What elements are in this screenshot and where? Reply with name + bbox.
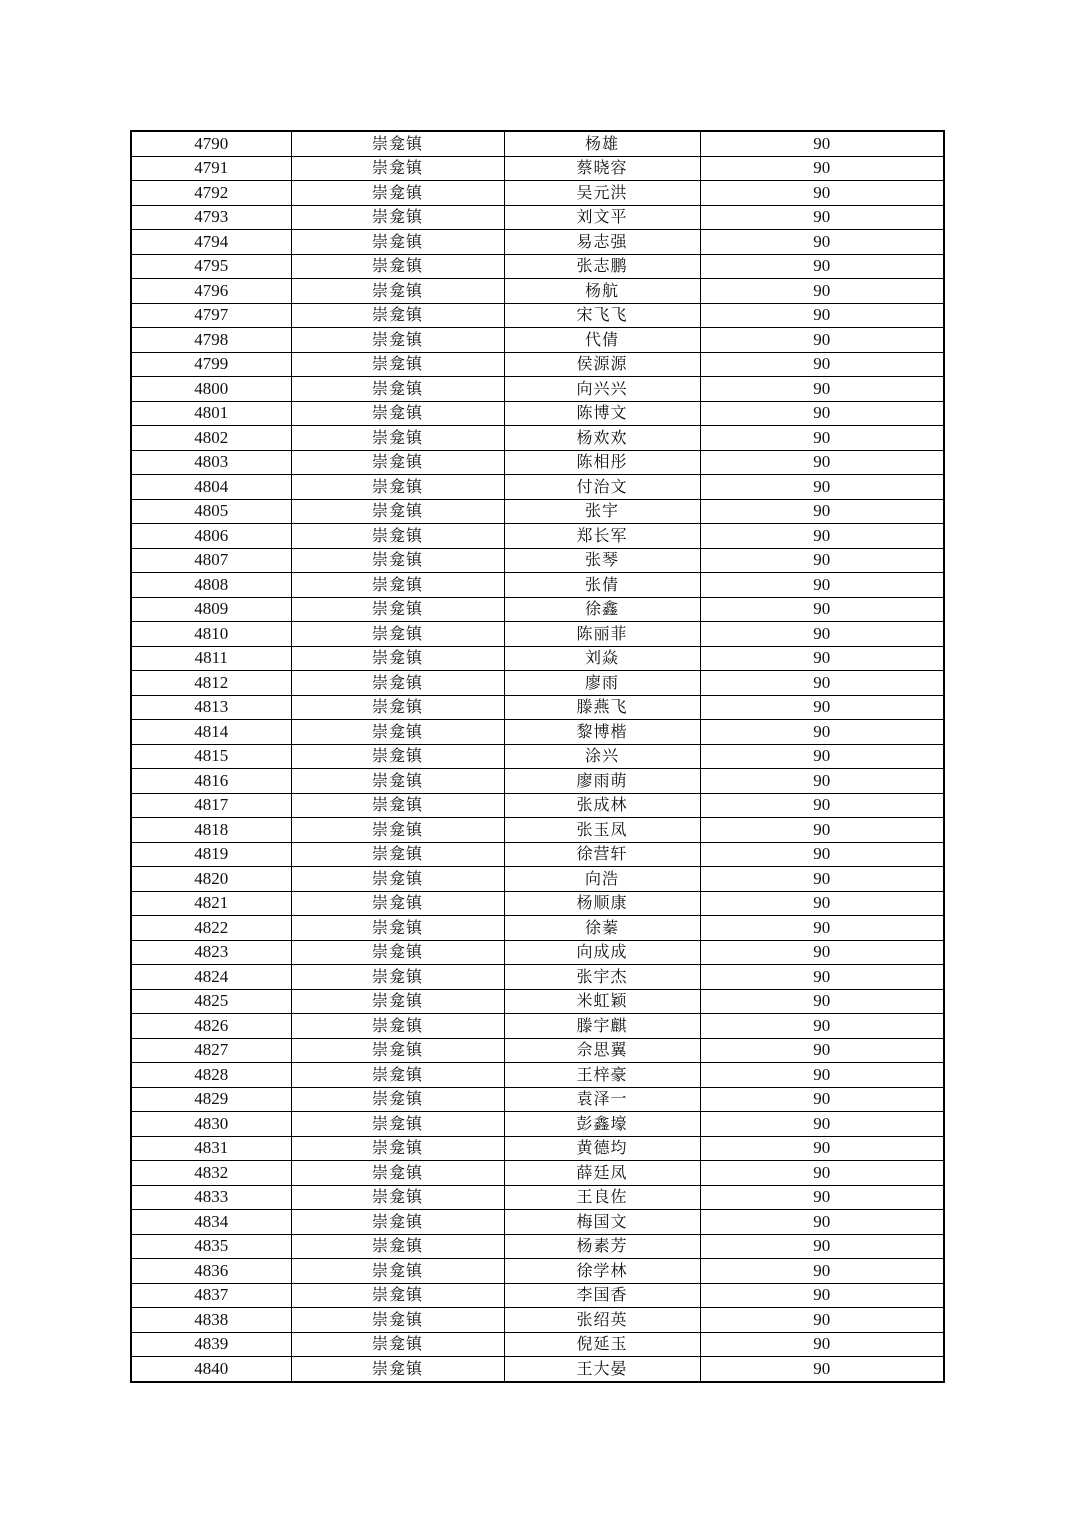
cell-value: 90 [700,156,944,181]
cell-value: 90 [700,352,944,377]
cell-number: 4819 [131,842,291,867]
cell-name: 刘文平 [504,205,700,230]
cell-number: 4828 [131,1063,291,1088]
cell-name: 彭鑫壕 [504,1112,700,1137]
cell-name: 梅国文 [504,1210,700,1235]
cell-name: 张宇杰 [504,965,700,990]
cell-number: 4835 [131,1234,291,1259]
cell-number: 4830 [131,1112,291,1137]
cell-town: 崇龛镇 [291,720,504,745]
cell-number: 4793 [131,205,291,230]
cell-name: 滕燕飞 [504,695,700,720]
cell-town: 崇龛镇 [291,573,504,598]
cell-town: 崇龛镇 [291,818,504,843]
cell-name: 袁泽一 [504,1087,700,1112]
table-row [131,597,944,622]
cell-town: 崇龛镇 [291,328,504,353]
table-row [131,548,944,573]
cell-town: 崇龛镇 [291,891,504,916]
cell-number: 4802 [131,426,291,451]
cell-number: 4833 [131,1185,291,1210]
cell-value: 90 [700,499,944,524]
table-row [131,940,944,965]
cell-value: 90 [700,205,944,230]
table-row [131,720,944,745]
table-row [131,1014,944,1039]
table-row [131,891,944,916]
table-row [131,156,944,181]
table-row [131,1112,944,1137]
cell-name: 张成林 [504,793,700,818]
cell-name: 代倩 [504,328,700,353]
cell-value: 90 [700,181,944,206]
cell-name: 郑长军 [504,524,700,549]
table-row [131,842,944,867]
cell-number: 4809 [131,597,291,622]
cell-town: 崇龛镇 [291,401,504,426]
cell-value: 90 [700,646,944,671]
cell-town: 崇龛镇 [291,671,504,696]
table-row [131,131,944,156]
cell-name: 张倩 [504,573,700,598]
cell-number: 4820 [131,867,291,892]
cell-number: 4836 [131,1259,291,1284]
cell-town: 崇龛镇 [291,1234,504,1259]
cell-name: 涂兴 [504,744,700,769]
cell-town: 崇龛镇 [291,1357,504,1382]
cell-value: 90 [700,377,944,402]
cell-town: 崇龛镇 [291,769,504,794]
cell-town: 崇龛镇 [291,230,504,255]
table-row [131,769,944,794]
cell-town: 崇龛镇 [291,450,504,475]
cell-name: 张志鹏 [504,254,700,279]
cell-number: 4840 [131,1357,291,1382]
cell-town: 崇龛镇 [291,156,504,181]
cell-value: 90 [700,793,944,818]
cell-number: 4791 [131,156,291,181]
cell-number: 4839 [131,1332,291,1357]
table-row [131,1185,944,1210]
cell-name: 向兴兴 [504,377,700,402]
cell-town: 崇龛镇 [291,1112,504,1137]
cell-number: 4838 [131,1308,291,1333]
cell-name: 蔡晓容 [504,156,700,181]
cell-name: 杨航 [504,279,700,304]
table-row [131,695,944,720]
cell-town: 崇龛镇 [291,646,504,671]
cell-town: 崇龛镇 [291,597,504,622]
cell-number: 4821 [131,891,291,916]
cell-value: 90 [700,1283,944,1308]
cell-number: 4800 [131,377,291,402]
cell-town: 崇龛镇 [291,303,504,328]
cell-value: 90 [700,450,944,475]
cell-value: 90 [700,1357,944,1382]
table-row [131,352,944,377]
cell-number: 4823 [131,940,291,965]
cell-value: 90 [700,720,944,745]
cell-value: 90 [700,842,944,867]
cell-name: 徐鑫 [504,597,700,622]
cell-value: 90 [700,303,944,328]
cell-name: 张玉凤 [504,818,700,843]
cell-number: 4797 [131,303,291,328]
cell-number: 4822 [131,916,291,941]
cell-name: 陈相彤 [504,450,700,475]
cell-value: 90 [700,328,944,353]
cell-number: 4808 [131,573,291,598]
table-row [131,303,944,328]
cell-town: 崇龛镇 [291,205,504,230]
cell-name: 徐营轩 [504,842,700,867]
cell-town: 崇龛镇 [291,989,504,1014]
cell-town: 崇龛镇 [291,1259,504,1284]
cell-number: 4818 [131,818,291,843]
cell-number: 4816 [131,769,291,794]
cell-value: 90 [700,1185,944,1210]
cell-town: 崇龛镇 [291,352,504,377]
cell-number: 4810 [131,622,291,647]
cell-value: 90 [700,1038,944,1063]
table-row [131,965,944,990]
cell-name: 王梓豪 [504,1063,700,1088]
table-row [131,205,944,230]
cell-town: 崇龛镇 [291,1332,504,1357]
cell-number: 4817 [131,793,291,818]
table-row [131,1210,944,1235]
cell-number: 4794 [131,230,291,255]
cell-name: 向浩 [504,867,700,892]
cell-value: 90 [700,475,944,500]
cell-number: 4827 [131,1038,291,1063]
cell-name: 徐学林 [504,1259,700,1284]
cell-value: 90 [700,867,944,892]
table-row [131,426,944,451]
table-row [131,867,944,892]
table-row [131,254,944,279]
cell-value: 90 [700,744,944,769]
cell-town: 崇龛镇 [291,524,504,549]
cell-name: 廖雨萌 [504,769,700,794]
cell-town: 崇龛镇 [291,254,504,279]
cell-name: 易志强 [504,230,700,255]
cell-name: 米虹颖 [504,989,700,1014]
cell-name: 张宇 [504,499,700,524]
cell-town: 崇龛镇 [291,548,504,573]
cell-number: 4829 [131,1087,291,1112]
cell-name: 黎博楷 [504,720,700,745]
cell-value: 90 [700,131,944,156]
table-row [131,622,944,647]
cell-number: 4804 [131,475,291,500]
table-row [131,450,944,475]
cell-number: 4814 [131,720,291,745]
table-row [131,181,944,206]
cell-town: 崇龛镇 [291,1210,504,1235]
cell-value: 90 [700,622,944,647]
cell-town: 崇龛镇 [291,867,504,892]
cell-town: 崇龛镇 [291,940,504,965]
cell-value: 90 [700,1210,944,1235]
cell-name: 付治文 [504,475,700,500]
cell-town: 崇龛镇 [291,131,504,156]
record-table [130,130,945,1383]
cell-value: 90 [700,426,944,451]
cell-town: 崇龛镇 [291,1136,504,1161]
cell-name: 王大晏 [504,1357,700,1382]
cell-number: 4806 [131,524,291,549]
cell-name: 佘思翼 [504,1038,700,1063]
cell-town: 崇龛镇 [291,1283,504,1308]
cell-town: 崇龛镇 [291,916,504,941]
cell-value: 90 [700,1308,944,1333]
cell-town: 崇龛镇 [291,842,504,867]
cell-name: 张绍英 [504,1308,700,1333]
table-row [131,1136,944,1161]
cell-town: 崇龛镇 [291,695,504,720]
cell-number: 4796 [131,279,291,304]
table-row [131,1161,944,1186]
cell-value: 90 [700,401,944,426]
cell-town: 崇龛镇 [291,1161,504,1186]
cell-town: 崇龛镇 [291,1308,504,1333]
table-row [131,1087,944,1112]
cell-number: 4790 [131,131,291,156]
cell-town: 崇龛镇 [291,499,504,524]
table-row [131,1234,944,1259]
table-row [131,1259,944,1284]
cell-number: 4832 [131,1161,291,1186]
cell-town: 崇龛镇 [291,1185,504,1210]
cell-value: 90 [700,1087,944,1112]
cell-name: 李国香 [504,1283,700,1308]
cell-name: 倪延玉 [504,1332,700,1357]
cell-name: 陈博文 [504,401,700,426]
cell-value: 90 [700,891,944,916]
cell-town: 崇龛镇 [291,965,504,990]
table-row [131,1063,944,1088]
cell-town: 崇龛镇 [291,426,504,451]
cell-name: 杨雄 [504,131,700,156]
cell-town: 崇龛镇 [291,744,504,769]
table-row [131,328,944,353]
cell-name: 刘焱 [504,646,700,671]
cell-value: 90 [700,916,944,941]
cell-town: 崇龛镇 [291,377,504,402]
table-row [131,1038,944,1063]
cell-value: 90 [700,1136,944,1161]
cell-value: 90 [700,524,944,549]
cell-value: 90 [700,1332,944,1357]
cell-number: 4813 [131,695,291,720]
cell-name: 廖雨 [504,671,700,696]
cell-town: 崇龛镇 [291,622,504,647]
cell-value: 90 [700,279,944,304]
cell-value: 90 [700,548,944,573]
cell-value: 90 [700,1063,944,1088]
table-row [131,377,944,402]
cell-name: 滕宇麒 [504,1014,700,1039]
cell-number: 4801 [131,401,291,426]
table-row [131,1332,944,1357]
cell-town: 崇龛镇 [291,475,504,500]
cell-name: 黄德均 [504,1136,700,1161]
cell-town: 崇龛镇 [291,181,504,206]
cell-number: 4812 [131,671,291,696]
cell-value: 90 [700,989,944,1014]
table-row [131,818,944,843]
cell-value: 90 [700,254,944,279]
cell-value: 90 [700,1014,944,1039]
cell-number: 4798 [131,328,291,353]
cell-value: 90 [700,940,944,965]
cell-name: 薛廷凤 [504,1161,700,1186]
table-row [131,524,944,549]
cell-number: 4837 [131,1283,291,1308]
table-row [131,573,944,598]
cell-name: 陈丽菲 [504,622,700,647]
cell-value: 90 [700,769,944,794]
cell-number: 4825 [131,989,291,1014]
cell-value: 90 [700,965,944,990]
table-row [131,916,944,941]
cell-number: 4805 [131,499,291,524]
cell-number: 4811 [131,646,291,671]
table-row [131,1308,944,1333]
cell-value: 90 [700,818,944,843]
cell-number: 4826 [131,1014,291,1039]
cell-number: 4792 [131,181,291,206]
table-row [131,793,944,818]
cell-name: 杨欢欢 [504,426,700,451]
cell-town: 崇龛镇 [291,1063,504,1088]
table-row [131,989,944,1014]
cell-number: 4834 [131,1210,291,1235]
cell-number: 4831 [131,1136,291,1161]
table-row [131,475,944,500]
cell-value: 90 [700,695,944,720]
cell-number: 4824 [131,965,291,990]
cell-value: 90 [700,597,944,622]
cell-town: 崇龛镇 [291,793,504,818]
cell-number: 4815 [131,744,291,769]
cell-name: 吴元洪 [504,181,700,206]
record-table-body [131,131,944,1382]
cell-value: 90 [700,573,944,598]
cell-town: 崇龛镇 [291,1014,504,1039]
cell-name: 侯源源 [504,352,700,377]
cell-number: 4799 [131,352,291,377]
table-row [131,1283,944,1308]
cell-number: 4803 [131,450,291,475]
cell-number: 4795 [131,254,291,279]
cell-number: 4807 [131,548,291,573]
table-row [131,1357,944,1382]
cell-value: 90 [700,230,944,255]
cell-name: 王良佐 [504,1185,700,1210]
cell-name: 张琴 [504,548,700,573]
cell-name: 杨素芳 [504,1234,700,1259]
cell-value: 90 [700,1161,944,1186]
cell-value: 90 [700,1259,944,1284]
table-row [131,671,944,696]
table-row [131,401,944,426]
cell-value: 90 [700,671,944,696]
cell-town: 崇龛镇 [291,1087,504,1112]
cell-name: 杨顺康 [504,891,700,916]
cell-name: 徐蓁 [504,916,700,941]
table-row [131,646,944,671]
cell-name: 宋飞飞 [504,303,700,328]
cell-town: 崇龛镇 [291,279,504,304]
table-row [131,744,944,769]
table-row [131,279,944,304]
table-row [131,499,944,524]
cell-name: 向成成 [504,940,700,965]
table-row [131,230,944,255]
cell-town: 崇龛镇 [291,1038,504,1063]
cell-value: 90 [700,1234,944,1259]
cell-value: 90 [700,1112,944,1137]
